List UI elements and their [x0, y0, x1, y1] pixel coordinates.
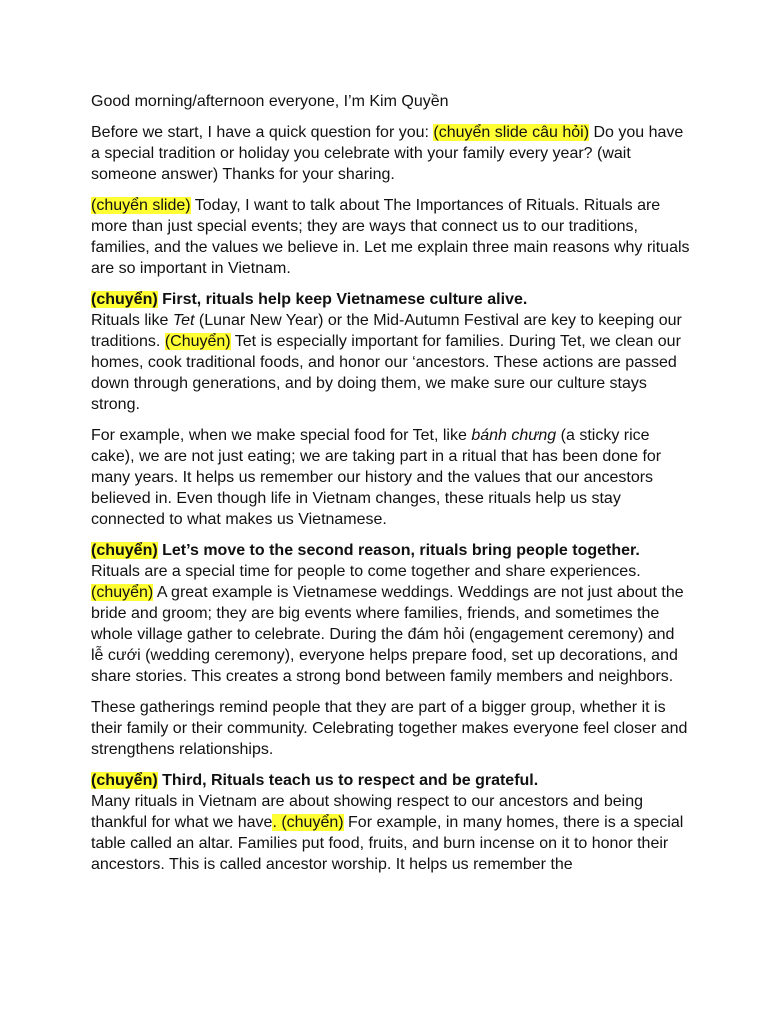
highlighted-cue: (chuyển): [91, 772, 158, 789]
text-run: Do you have a special tradition or holiday you celebrate with your family every year? (wait someone answer) Thanks for your sharing.: [91, 124, 684, 183]
italic-text: Tet: [172, 312, 195, 329]
highlighted-cue: (chuyển slide): [91, 197, 191, 214]
paragraph-greeting: [91, 91, 691, 112]
highlighted-cue: (chuyển): [91, 584, 154, 601]
paragraph-second-body: [91, 561, 691, 687]
text-run: These gatherings remind people that they are part of a bigger group, whether it is their family or their community. Celebrating together makes everyone feel closer and strengthens relationships.: [91, 699, 688, 758]
text-run: Before we start, I have a quick question for you:: [91, 124, 434, 141]
paragraph-second-more: [91, 697, 691, 760]
bold-text: First, rituals help keep Vietnamese culture alive.: [157, 291, 528, 308]
highlighted-cue: (chuyển slide câu hỏi): [433, 124, 590, 141]
text-run: Tet is especially important for families. During Tet, we clean our homes, cook traditional foods, and honor our ‘ancestors. These actions are passed down through generations, and by doing them, we make sure our culture stays strong.: [91, 333, 681, 413]
text-run: (a sticky rice cake), we are not just eating; we are taking part in a ritual that has been done for many years. It helps us remember our history and the values that our ancestors believed in. Even though life in Vietnam changes, these rituals help us stay connected to what makes us Vietnamese.: [91, 427, 662, 528]
paragraph-heading-third: [91, 770, 691, 791]
document-page: [91, 91, 691, 875]
text-run: Many rituals in Vietnam are about showing respect to our ancestors and being thankful for what we have: [91, 793, 644, 831]
paragraph-heading-second: [91, 540, 691, 561]
text-run: For example, in many homes, there is a special table called an altar. Families put food, fruits, and burn incense on it to honor their ancestors. This is called ancestor worship. It helps us remember the: [91, 814, 684, 873]
paragraph-heading-first: [91, 289, 691, 310]
paragraph-intro: [91, 195, 691, 279]
highlighted-cue: (chuyển): [91, 542, 158, 559]
text-run: Good morning/afternoon everyone, I’m Kim Quyền: [91, 93, 449, 110]
highlighted-cue: . (chuyển): [272, 814, 344, 831]
text-run: Rituals like: [91, 312, 173, 329]
italic-text: bánh chưng: [471, 427, 557, 444]
text-run: (Lunar New Year) or the Mid-Autumn Festival are key to keeping our traditions.: [91, 312, 682, 350]
highlighted-cue: (chuyển): [91, 291, 158, 308]
paragraph-first-body: [91, 310, 691, 415]
paragraph-third-body: [91, 791, 691, 875]
text-run: For example, when we make special food for Tet, like: [91, 427, 472, 444]
text-run: Rituals are a special time for people to come together and share experiences.: [91, 563, 641, 580]
text-run: A great example is Vietnamese weddings. Weddings are not just about the bride and groom; they are big events where families, friends, and sometimes the whole village gather to celebrate. During the đám hỏi (engagement ceremony) and lễ cưới (wedding ceremony), everyone helps prepare food, set up decorations, and share stories. This creates a strong bond between family members and neighbors.: [91, 584, 684, 685]
highlighted-cue: (Chuyển): [164, 333, 231, 350]
paragraph-first-example: [91, 425, 691, 530]
bold-text: Let’s move to the second reason, rituals bring people together.: [157, 542, 640, 559]
paragraph-question: [91, 122, 691, 185]
bold-text: Third, Rituals teach us to respect and be grateful.: [157, 772, 539, 789]
text-run: Today, I want to talk about The Importances of Rituals. Rituals are more than just special events; they are ways that connect us to our traditions, families, and the values we believe in. Let me explain three main reasons why rituals are so important in Vietnam.: [91, 197, 690, 277]
